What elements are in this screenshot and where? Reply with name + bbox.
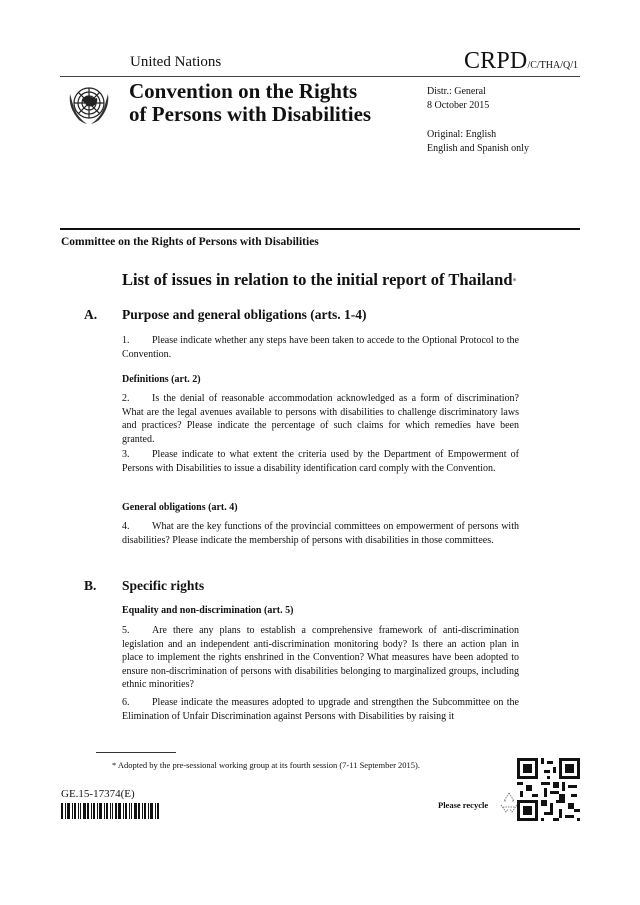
paragraph-text: What are the key functions of the provincial committees on empowerment of persons with disabilities? Please indicate the membership of persons with disabilities in those committees.	[122, 521, 519, 546]
language-block	[427, 128, 529, 156]
paragraph-text: Please indicate whether any steps have been taken to accede to the Optional Protocol to the Convention.	[122, 335, 519, 360]
available-languages: English and Spanish only	[427, 143, 529, 154]
paragraph-text: Please indicate to what extent the criteria used by the Department of Empowerment of Persons with Disabilities to issue a disability identification card comply with the Convention.	[122, 449, 519, 474]
paragraph-number: 5.	[122, 625, 130, 636]
section-b-heading	[84, 578, 204, 594]
symbol-sub: /C/THA/Q/1	[527, 60, 578, 71]
footnote-rule	[96, 752, 176, 753]
document-title	[122, 270, 517, 290]
document-symbol	[464, 48, 578, 75]
convention-title	[129, 80, 371, 126]
convention-title-line1: Convention on the Rights	[129, 79, 358, 103]
convention-title-line2: of Persons with Disabilities	[129, 102, 372, 126]
job-number: GE.15-17374(E)	[61, 788, 135, 800]
recycle-label: Please recycle	[438, 800, 489, 810]
paragraph-number: 2.	[122, 393, 130, 404]
paragraph-5	[122, 624, 519, 692]
subheading-equality: Equality and non-discrimination (art. 5)	[122, 605, 294, 616]
barcode-icon	[61, 803, 174, 819]
organization-name: United Nations	[130, 54, 222, 70]
distribution: Distr.: General	[427, 86, 486, 97]
masthead-rule	[60, 228, 580, 230]
document-title-text: List of issues in relation to the initial report of Thailand	[122, 270, 513, 289]
un-emblem-icon	[64, 80, 114, 130]
section-letter: B.	[84, 578, 97, 593]
section-letter: A.	[84, 307, 98, 322]
section-a-heading	[84, 307, 367, 323]
original-language: Original: English	[427, 129, 497, 140]
paragraph-3	[122, 448, 519, 475]
paragraph-4	[122, 520, 519, 547]
paragraph-text: Please indicate the measures adopted to upgrade and strengthen the Subcommittee on the Elimination of Unfair Discrimination against Persons with Disabilities by raising it	[122, 697, 519, 722]
paragraph-text: Are there any plans to establish a comprehensive framework of anti-discrimination legislation and an independent anti-discrimination monitoring body? Is there an action plan in place to implement the rights enshrined in the Convention? What measures have been adopted to ensure non-discrimination of persons with disabilities belonging to marginalized groups, including ethnic minorities?	[122, 625, 519, 690]
paragraph-number: 3.	[122, 449, 130, 460]
paragraph-number: 4.	[122, 521, 130, 532]
paragraph-6	[122, 696, 519, 723]
paragraph-1	[122, 334, 519, 361]
symbol-main: CRPD	[463, 48, 528, 74]
footnote: * Adopted by the pre-sessional working group at its fourth session (7-11 September 2015).	[112, 760, 420, 770]
footnote-marker: *	[512, 276, 517, 286]
section-title: Purpose and general obligations (arts. 1-4)	[122, 307, 367, 322]
committee-name: Committee on the Rights of Persons with Disabilities	[61, 236, 319, 248]
paragraph-number: 1.	[122, 335, 130, 346]
paragraph-number: 6.	[122, 697, 130, 708]
distribution-block	[427, 85, 489, 113]
paragraph-2	[122, 392, 519, 446]
document-date: 8 October 2015	[427, 100, 490, 111]
paragraph-text: Is the denial of reasonable accommodation acknowledged as a form of discrimination? What are the legal avenues available to persons with disabilities to challenge discriminatory laws and practices? Please indicate the percentage of such claims for which remedies have been granted.	[122, 393, 519, 445]
subheading-definitions: Definitions (art. 2)	[122, 374, 201, 385]
section-title: Specific rights	[122, 578, 205, 593]
subheading-general-obligations: General obligations (art. 4)	[122, 502, 238, 513]
header-rule	[60, 76, 580, 77]
qr-code-icon	[517, 758, 580, 821]
